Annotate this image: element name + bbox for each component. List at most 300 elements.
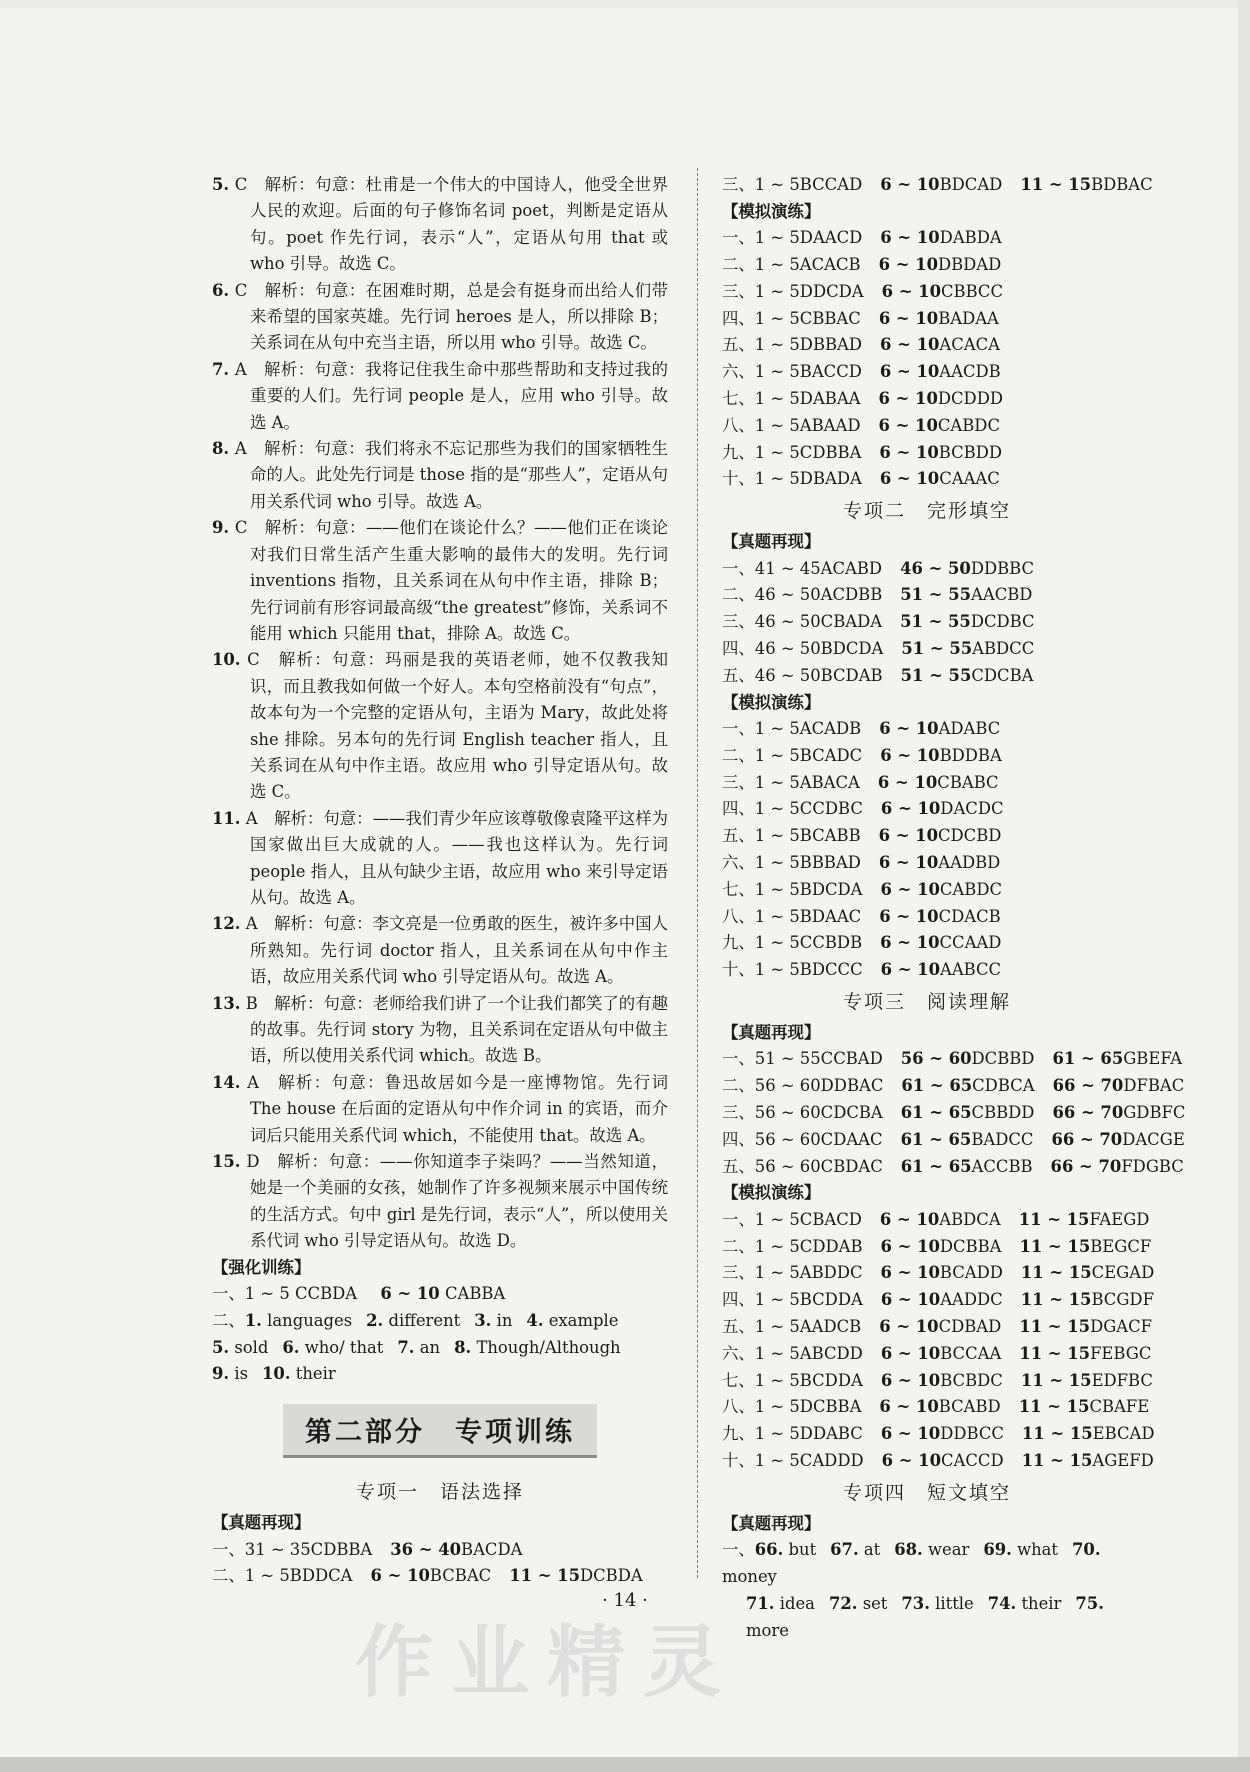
row-lead: 一、31 ~ 35 bbox=[212, 1539, 311, 1559]
item-number: 15. bbox=[212, 1152, 241, 1172]
scan-right-edge bbox=[1238, 0, 1250, 1772]
range-label: 6 ~ 10 bbox=[880, 799, 941, 819]
topic1-title: 专项一 语法选择 bbox=[355, 1481, 524, 1504]
answer-group: BADCC bbox=[971, 1129, 1034, 1149]
fill-number: 73. bbox=[901, 1593, 930, 1613]
fill-number: 68. bbox=[894, 1540, 923, 1560]
answer-row bbox=[722, 823, 1132, 850]
row-lead: 九、1 ~ 5 bbox=[722, 933, 800, 953]
answer-row bbox=[722, 359, 1132, 386]
explanation-item bbox=[212, 1149, 668, 1255]
fill-word: their bbox=[295, 1364, 336, 1384]
answer-group: BCABD bbox=[938, 1397, 1001, 1417]
answer-group: EDFBC bbox=[1091, 1370, 1153, 1390]
answer-group: ACCBB bbox=[971, 1156, 1033, 1176]
fill-number: 71. bbox=[746, 1593, 775, 1613]
range-label: 6 ~ 10 bbox=[880, 1236, 940, 1256]
answer-row bbox=[722, 225, 1132, 252]
answer-row bbox=[722, 332, 1132, 359]
row-lead: 二、1 ~ 5 bbox=[722, 745, 800, 765]
fill-word: example bbox=[548, 1310, 619, 1330]
explanation-item bbox=[212, 278, 668, 357]
answer-row bbox=[722, 930, 1132, 957]
range-label: 66 ~ 70 bbox=[1052, 1076, 1124, 1096]
answer-group: AADCB bbox=[799, 1316, 862, 1336]
range-label: 56 ~ 60 bbox=[900, 1049, 972, 1069]
answer-row bbox=[722, 1234, 1152, 1261]
answer-group: CDBCA bbox=[972, 1076, 1035, 1096]
item-explanation: 解析：句意：鲁迅故居如今是一座博物馆。先行词 The house 在后面的定语从句中作介词 in 的宾语，而介词后只能用关系代词 which，不能使用 that。故选 A。 bbox=[250, 1072, 669, 1145]
page-number: · 14 · bbox=[602, 1590, 648, 1611]
fill-answer bbox=[983, 1540, 1058, 1559]
row-lead: 一、41 ~ 45 bbox=[722, 558, 821, 578]
fill-answer bbox=[755, 1540, 816, 1559]
range-label: 6 ~ 10 bbox=[879, 442, 939, 462]
answer-row bbox=[722, 796, 1132, 823]
answer-row bbox=[722, 1154, 1184, 1181]
explanation-item bbox=[212, 172, 668, 278]
answer-group: DBBAD bbox=[799, 335, 863, 355]
range-label: 6 ~ 10 bbox=[880, 745, 940, 765]
item-explanation: 解析：句意：李文亮是一位勇敢的医生，被许多中国人所熟知。先行词 doctor 指人，且关系词在从句中作主语，故应用关系代词 who 引导定语从句。故选 A。 bbox=[250, 914, 669, 987]
range-label: 61 ~ 65 bbox=[900, 1129, 972, 1149]
answer-group: DDBAC bbox=[820, 1076, 884, 1096]
fill-word: an bbox=[419, 1337, 441, 1357]
range-label: 11 ~ 15 bbox=[1020, 1370, 1092, 1390]
item-explanation: 解析：句意：——我们青少年应该尊敬像袁隆平这样为国家做出巨大成就的人。——我也这样认为。先行词 people 指人，且从句缺少主语，故应用 who 来引导定语从句。故选 A。 bbox=[250, 808, 669, 907]
answer-group: CADDD bbox=[799, 1450, 864, 1470]
range-label: 61 ~ 65 bbox=[900, 1102, 972, 1122]
topic2-mock-lines bbox=[722, 716, 1132, 984]
answer-row bbox=[212, 1563, 668, 1590]
part-title: 第二部分 专项训练 bbox=[283, 1404, 597, 1458]
range-label: 6 ~ 10 bbox=[880, 1290, 941, 1310]
range-label: 36 ~ 40 bbox=[390, 1539, 462, 1559]
answer-row bbox=[722, 957, 1132, 984]
answer-group: BDCDA bbox=[820, 638, 884, 658]
range-label: 6 ~ 10 bbox=[880, 228, 940, 248]
row-lead: 七、1 ~ 5 bbox=[722, 879, 800, 899]
item-number: 7. bbox=[212, 359, 230, 379]
item-explanation: 解析：句意：我将记住我生命中那些帮助和支持过我的重要的人们。先行词 people 是人，应用 who 引导。故选 A。 bbox=[250, 359, 669, 432]
answer-group: ACADB bbox=[799, 718, 862, 738]
fill-number: 72. bbox=[828, 1593, 858, 1613]
answer-group: AACBD bbox=[971, 585, 1033, 605]
row-lead: 一、1 ~ 5 bbox=[722, 1209, 800, 1229]
row-lead: 一、1 ~ 5 bbox=[722, 228, 800, 248]
answer-group: BDAAC bbox=[799, 906, 862, 926]
range-label: 6 ~ 10 bbox=[380, 1284, 440, 1304]
item-explanation: 解析：句意：玛丽是我的英语老师，她不仅教我知识，而且教我如何做一个好人。本句空格前没有“句点”，故本句为一个完整的定语从句，主语为 Mary，故此处将 she 排除。另本句的先行词 English teacher 指人，且关系词在从句中作主语。故应用 who 引导定语从句。故选 C。 bbox=[250, 650, 669, 802]
scan-bottom-band bbox=[0, 1757, 1250, 1772]
answer-group: CBACD bbox=[799, 1209, 862, 1229]
answer-row bbox=[722, 1260, 1155, 1287]
fill-number: 66. bbox=[754, 1540, 784, 1560]
answer-group: BBBAD bbox=[799, 852, 861, 872]
answer-group: ABDCA bbox=[939, 1209, 1001, 1229]
row-lead: 四、46 ~ 50 bbox=[722, 638, 821, 658]
answer-group: CCAAD bbox=[939, 933, 1002, 953]
explanation-item bbox=[212, 991, 668, 1070]
row-lead: 一、51 ~ 55 bbox=[722, 1049, 821, 1069]
topic1-real-lines bbox=[212, 1537, 668, 1591]
range-label: 6 ~ 10 bbox=[880, 879, 940, 899]
item-key: A bbox=[245, 914, 258, 934]
row-lead: 三、1 ~ 5 bbox=[722, 772, 800, 792]
range-label: 46 ~ 50 bbox=[900, 558, 971, 578]
item-number: 11. bbox=[212, 808, 241, 828]
answer-group: ADABC bbox=[938, 718, 1001, 738]
fill-word: what bbox=[1017, 1540, 1059, 1560]
answer-group: CBBDD bbox=[971, 1102, 1035, 1122]
fill-row bbox=[212, 1361, 668, 1388]
answer-group: BEGCF bbox=[1090, 1236, 1152, 1256]
range-label: 11 ~ 15 bbox=[1019, 1236, 1091, 1256]
answer-group: ABCDD bbox=[799, 1343, 863, 1363]
answer-group: DABAA bbox=[799, 388, 861, 408]
watermark-logo: 作业精灵 bbox=[355, 1618, 740, 1708]
answer-row bbox=[722, 850, 1132, 877]
range-label: 6 ~ 10 bbox=[880, 335, 940, 355]
row-lead: 十、1 ~ 5 bbox=[722, 1450, 800, 1470]
answer-group: CDBBA bbox=[799, 442, 862, 462]
answer-group: BDCAD bbox=[939, 175, 1003, 194]
row-lead: 五、1 ~ 5 bbox=[722, 826, 800, 846]
row-lead: 七、1 ~ 5 bbox=[722, 1370, 800, 1390]
answer-group: BCDDA bbox=[799, 1370, 863, 1390]
range-label: 6 ~ 10 bbox=[881, 281, 941, 301]
range-label: 6 ~ 10 bbox=[880, 933, 940, 953]
answer-group: CDCBA bbox=[820, 1102, 883, 1122]
explanation-item bbox=[212, 436, 668, 515]
answer-group: DACDC bbox=[940, 799, 1004, 819]
range-label: 51 ~ 55 bbox=[901, 638, 973, 658]
answer-group: DBADA bbox=[799, 469, 862, 489]
range-label: 11 ~ 15 bbox=[1019, 1343, 1091, 1363]
item-number: 10. bbox=[212, 650, 241, 670]
row-lead: 十、1 ~ 5 bbox=[722, 469, 800, 489]
topic3-mock-header: 【模拟演练】 bbox=[722, 1183, 821, 1203]
topic2-mock-header: 【模拟演练】 bbox=[722, 692, 821, 712]
fill-word: idea bbox=[779, 1593, 815, 1613]
range-label: 6 ~ 10 bbox=[878, 415, 938, 435]
row-lead: 七、1 ~ 5 bbox=[722, 388, 800, 408]
range-label: 6 ~ 10 bbox=[879, 1316, 939, 1336]
item-explanation: 解析：句意：在困难时期，总是会有挺身而出给人们带来希望的国家英雄。先行词 heroes 是人，所以排除 B；关系词在从句中充当主语，所以用 who 引导。故选 C。 bbox=[250, 280, 669, 353]
answer-group: BDDCA bbox=[289, 1566, 353, 1586]
item-explanation: 解析：句意：——他们在谈论什么？——他们正在谈论对我们日常生活产生重大影响的最伟大的发明。先行词 inventions 指物，且关系词在从句中作主语，排除 B；先行词前有形容词最高级“the greatest”修饰，关系词不能用 which 只能用 that，排除 A。故选 C。 bbox=[250, 518, 669, 643]
answer-group: CBBAC bbox=[799, 308, 861, 328]
item-key: D bbox=[246, 1152, 260, 1172]
answer-group: DFBAC bbox=[1123, 1076, 1185, 1096]
answer-row bbox=[722, 1100, 1186, 1127]
answer-group: DCDDD bbox=[937, 388, 1003, 408]
scan-top-edge bbox=[0, 0, 1250, 8]
answer-group: BCDAB bbox=[820, 665, 883, 685]
row-lead: 一、 bbox=[722, 1540, 755, 1560]
row-lead: 三、46 ~ 50 bbox=[722, 612, 821, 632]
answer-group: FDGBC bbox=[1121, 1156, 1184, 1176]
strengthen-header: 【强化训练】 bbox=[212, 1257, 311, 1277]
answer-row bbox=[722, 1448, 1154, 1475]
answer-group: CACCD bbox=[940, 1450, 1004, 1470]
answer-group: BCADC bbox=[799, 745, 863, 765]
row-lead: 六、1 ~ 5 bbox=[722, 852, 800, 872]
fill-answer bbox=[262, 1364, 336, 1383]
answer-group: CEGAD bbox=[1091, 1263, 1155, 1283]
explanation-item bbox=[212, 515, 668, 647]
answer-row bbox=[212, 1537, 668, 1564]
answer-group: DCBDA bbox=[579, 1566, 643, 1586]
row-lead: 二、1 ~ 5 bbox=[722, 1236, 800, 1256]
answer-row bbox=[722, 877, 1132, 904]
answer-row bbox=[722, 636, 1132, 663]
answer-row bbox=[722, 1421, 1155, 1448]
fill-word: set bbox=[862, 1593, 888, 1613]
row-lead: 二、1 ~ 5 bbox=[722, 255, 800, 274]
answer-group: ACDBB bbox=[820, 585, 883, 605]
answer-group: BDCCC bbox=[799, 960, 863, 980]
answer-group: AABCC bbox=[939, 960, 1002, 980]
answer-group: DCBBD bbox=[971, 1049, 1035, 1069]
answer-row bbox=[722, 1341, 1152, 1368]
fill-word: sold bbox=[234, 1337, 269, 1357]
fill-number: 6. bbox=[282, 1337, 300, 1357]
answer-group: BCADD bbox=[939, 1263, 1003, 1283]
answer-row bbox=[722, 172, 1153, 199]
answer-group: ACACA bbox=[939, 335, 1000, 355]
answer-group: CDACB bbox=[938, 906, 1001, 926]
row-lead: 三、56 ~ 60 bbox=[722, 1102, 821, 1122]
answer-group: DCBBA bbox=[939, 1236, 1002, 1256]
item-number: 12. bbox=[212, 914, 241, 934]
topic2-real-header: 【真题再现】 bbox=[722, 532, 821, 552]
fill-row bbox=[722, 1537, 1132, 1591]
fill-word: but bbox=[788, 1540, 817, 1560]
row-lead: 八、1 ~ 5 bbox=[722, 415, 800, 435]
item-number: 9. bbox=[212, 518, 230, 538]
fill-number: 70. bbox=[1072, 1540, 1101, 1560]
answer-group: GBEFA bbox=[1123, 1049, 1183, 1069]
answer-group: AGEFD bbox=[1092, 1450, 1154, 1470]
topic2-real-lines bbox=[722, 556, 1132, 690]
range-label: 6 ~ 10 bbox=[879, 1397, 939, 1417]
item-key: A bbox=[245, 808, 258, 828]
fill-number: 5. bbox=[212, 1337, 230, 1357]
answer-group: ACACB bbox=[799, 255, 861, 274]
answer-group: BCBDC bbox=[940, 1370, 1003, 1390]
fill-word: different bbox=[388, 1310, 461, 1330]
answer-group: DGACF bbox=[1090, 1316, 1153, 1336]
answer-row bbox=[722, 1046, 1183, 1073]
answer-group: CCBDB bbox=[799, 933, 863, 953]
range-label: 51 ~ 55 bbox=[900, 585, 972, 605]
row-lead: 十、1 ~ 5 bbox=[722, 960, 800, 980]
fill-word: is bbox=[234, 1364, 248, 1384]
range-label: 6 ~ 10 bbox=[880, 1263, 940, 1283]
range-label: 6 ~ 10 bbox=[878, 388, 938, 408]
range-label: 11 ~ 15 bbox=[509, 1566, 580, 1586]
range-label: 6 ~ 10 bbox=[879, 906, 939, 926]
fill-word: money bbox=[722, 1566, 777, 1586]
answer-row bbox=[722, 279, 1132, 306]
topic3-real-lines bbox=[722, 1046, 1186, 1180]
topic1-real-line-3 bbox=[722, 172, 1153, 199]
fill-word: little bbox=[935, 1593, 974, 1613]
answer-row bbox=[722, 440, 1132, 467]
item-number: 5. bbox=[212, 175, 230, 194]
range-label: 51 ~ 55 bbox=[900, 612, 971, 632]
row-lead: 九、1 ~ 5 bbox=[722, 1424, 800, 1444]
item-key: C bbox=[234, 518, 248, 538]
row-lead: 一、1 ~ 5 bbox=[722, 718, 800, 738]
item-explanation: 解析：句意：我们将永不忘记那些为我们的国家牺牲生命的人。此处先行词是 those 指的是“那些人”，定语从句用关系代词 who 引导。故选 A。 bbox=[250, 439, 669, 511]
answer-group: AADBD bbox=[938, 852, 1001, 872]
explanation-list bbox=[212, 172, 668, 1255]
explanation-item bbox=[212, 1070, 668, 1149]
item-number: 8. bbox=[212, 439, 230, 459]
answer-group: CABDC bbox=[937, 415, 1000, 435]
answer-group: BDCDA bbox=[799, 879, 863, 899]
item-number: 13. bbox=[212, 993, 241, 1013]
fill-number: 3. bbox=[474, 1310, 492, 1330]
row-lead: 三、1 ~ 5 bbox=[722, 1263, 800, 1283]
answer-row bbox=[722, 1073, 1185, 1100]
topic1-mock-lines bbox=[722, 225, 1132, 493]
answer-group: ABDDC bbox=[799, 1263, 863, 1283]
fill-number: 67. bbox=[830, 1540, 859, 1560]
range-label: 6 ~ 10 bbox=[880, 175, 940, 194]
range-label: 6 ~ 10 bbox=[880, 1370, 941, 1390]
fill-word: Though/Although bbox=[476, 1337, 621, 1357]
answer-group: BCCAA bbox=[940, 1343, 1002, 1363]
answer-row bbox=[722, 306, 1132, 333]
row-lead: 六、1 ~ 5 bbox=[722, 1343, 800, 1363]
range-label: 61 ~ 65 bbox=[901, 1076, 973, 1096]
fill-number: 2. bbox=[366, 1310, 384, 1330]
fill-number: 1. bbox=[244, 1310, 262, 1330]
item-explanation: 解析：句意：杜甫是一个伟大的中国诗人，他受全世界人民的欢迎。后面的句子修饰名词 poet，判断是定语从句。poet 作先行词，表示“人”，定语从句用 that 或 who 引导。故选 C。 bbox=[250, 175, 669, 274]
item-key: C bbox=[247, 650, 260, 670]
answer-group: CDBAD bbox=[938, 1316, 1002, 1336]
answer-group: CBDAC bbox=[820, 1156, 883, 1176]
explanation-item bbox=[212, 911, 668, 990]
answer-row bbox=[722, 770, 1132, 797]
answer-row bbox=[722, 1314, 1153, 1341]
row-lead: 四、1 ~ 5 bbox=[722, 799, 800, 819]
answer-row bbox=[722, 1287, 1154, 1314]
answer-group: BACDA bbox=[461, 1539, 523, 1559]
range-label: 6 ~ 10 bbox=[370, 1566, 430, 1586]
range-label: 6 ~ 10 bbox=[878, 308, 939, 328]
fill-answer bbox=[282, 1338, 383, 1357]
fill-number: 10. bbox=[262, 1364, 291, 1384]
answer-group: CCBDA bbox=[295, 1284, 358, 1304]
answer-group: BDDBA bbox=[939, 745, 1002, 765]
fill-answer bbox=[212, 1364, 248, 1383]
topic3-real-header: 【真题再现】 bbox=[722, 1022, 821, 1042]
row-lead: 一、1 ~ 5 bbox=[212, 1284, 290, 1304]
answer-group: ABDCC bbox=[972, 638, 1035, 658]
row-lead: 二、 bbox=[212, 1310, 245, 1330]
range-label: 6 ~ 10 bbox=[877, 772, 938, 792]
part-title-wrap bbox=[212, 1404, 668, 1458]
answer-group: BCCAD bbox=[799, 175, 863, 194]
range-label: 6 ~ 10 bbox=[879, 469, 940, 489]
answer-row bbox=[722, 582, 1132, 609]
answer-row bbox=[722, 1394, 1150, 1421]
answer-group: BCBDD bbox=[938, 442, 1002, 462]
fill-answer bbox=[366, 1311, 460, 1330]
range-label: 6 ~ 10 bbox=[879, 362, 940, 382]
range-label: 6 ~ 10 bbox=[879, 1209, 940, 1229]
row-lead: 八、1 ~ 5 bbox=[722, 906, 800, 926]
answer-group: ACABD bbox=[820, 558, 883, 578]
answer-group: FEBGC bbox=[1090, 1343, 1152, 1363]
row-lead: 六、1 ~ 5 bbox=[722, 362, 800, 382]
strengthen-choice-line bbox=[212, 1281, 668, 1308]
fill-word: at bbox=[863, 1540, 881, 1560]
answer-group: CABDC bbox=[939, 879, 1002, 899]
answer-group: AACDB bbox=[939, 362, 1001, 382]
row-lead: 四、1 ~ 5 bbox=[722, 1290, 800, 1310]
fill-number: 74. bbox=[987, 1593, 1017, 1613]
range-label: 6 ~ 10 bbox=[880, 1424, 941, 1444]
row-lead: 二、1 ~ 5 bbox=[212, 1566, 290, 1586]
answer-row bbox=[722, 1368, 1153, 1395]
answer-group: DCBBA bbox=[799, 1397, 862, 1417]
range-label: 61 ~ 65 bbox=[1052, 1049, 1124, 1069]
range-label: 11 ~ 15 bbox=[1021, 1424, 1093, 1444]
answer-group: BCGDF bbox=[1091, 1290, 1154, 1310]
answer-row bbox=[722, 904, 1132, 931]
item-key: A bbox=[247, 1072, 259, 1092]
right-column bbox=[722, 172, 1186, 1644]
answer-group: CBADA bbox=[820, 612, 883, 632]
row-lead: 四、56 ~ 60 bbox=[722, 1129, 821, 1149]
range-label: 11 ~ 15 bbox=[1020, 1290, 1092, 1310]
item-explanation: 解析：句意：——你知道李子柒吗？——当然知道，她是一个美丽的女孩，她制作了许多视频来展示中国传统的生活方式。句中 girl 是先行词，表示“人”，所以使用关系代词 who 引导定语从句。故选 D。 bbox=[250, 1152, 669, 1251]
answer-group: CDCBA bbox=[971, 665, 1034, 685]
topic3-mock-lines bbox=[722, 1207, 1155, 1475]
answer-row bbox=[722, 663, 1132, 690]
explanation-item bbox=[212, 357, 668, 436]
fill-answer bbox=[245, 1311, 352, 1330]
answer-group: ABACA bbox=[799, 772, 860, 792]
row-lead: 九、1 ~ 5 bbox=[722, 442, 800, 462]
answer-group: BDBAC bbox=[1091, 175, 1153, 194]
answer-group: BCBAC bbox=[429, 1566, 492, 1586]
range-label: 6 ~ 10 bbox=[881, 1450, 941, 1470]
fill-answer bbox=[397, 1338, 440, 1357]
answer-row bbox=[722, 743, 1132, 770]
answer-row bbox=[722, 609, 1132, 636]
row-lead: 五、1 ~ 5 bbox=[722, 335, 800, 355]
fill-word: who/ that bbox=[304, 1337, 384, 1357]
range-label: 11 ~ 15 bbox=[1020, 175, 1092, 194]
fill-word: more bbox=[746, 1620, 789, 1640]
row-lead: 二、46 ~ 50 bbox=[722, 585, 821, 605]
answer-group: BCDDA bbox=[799, 1290, 863, 1310]
answer-group: BADAA bbox=[938, 308, 999, 328]
item-key: A bbox=[234, 439, 247, 459]
answer-row bbox=[722, 252, 1132, 279]
item-key: B bbox=[245, 993, 258, 1013]
answer-group: CBBCC bbox=[940, 281, 1004, 301]
topic1-mock-header: 【模拟演练】 bbox=[722, 201, 821, 221]
topic4-title: 专项四 短文填空 bbox=[842, 1481, 1011, 1504]
fill-number: 9. bbox=[212, 1364, 230, 1384]
